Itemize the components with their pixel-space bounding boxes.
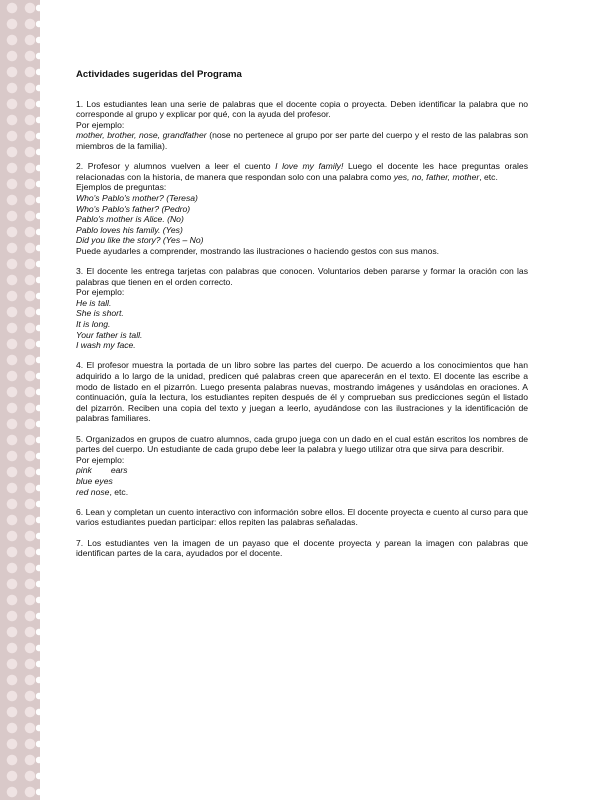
last-example-words: red nose <box>76 486 110 497</box>
story-title: I love my family! <box>275 161 344 172</box>
sentence-example: She is short. <box>76 308 124 319</box>
activity-5-text: 5. Organizados en grupos de cuatro alumnos, cada grupo juega con un dado en el cual están escritos los nombres de partes del cuerpo. Un estudiante de cada grupo debe leer la palabra y luego utilizar otra que sirva para describir. <box>76 433 528 455</box>
activity-6 <box>76 507 528 528</box>
activity-4-text: 4. El profesor muestra la portada de un libro sobre las partes del cuerpo. De acuerdo a los conocimientos que han adquirido a lo largo de la unidad, predicen qué palabras creen que aparecerán en el texto. El docente las escribe a modo de listado en el pizarrón. Luego presenta palabras nuevas, mostrando imágenes y usándolas en oraciones. A continuación, guía la lectura, los estudiantes repiten después de él y comprueban sus predicciones según el listado del pizarrón. Reciben una copia del texto y juegan a leerlo, ayudándose con las ilustraciones y la identificación de palabras familiares. <box>76 360 528 424</box>
activity-2 <box>76 161 528 256</box>
activity-1-example <box>76 130 528 151</box>
activity-3 <box>76 266 528 351</box>
activity-7-text: 7. Los estudiantes ven la imagen de un payaso que el docente proyecta y parean la imagen con palabras que identifican partes de la cara, ayudados por el docente. <box>76 537 528 559</box>
activity-5 <box>76 434 528 498</box>
activity-2-text-c: , etc. <box>479 171 498 182</box>
activity-7 <box>76 538 528 559</box>
activity-2-text <box>76 161 528 182</box>
activity-2-closing: Puede ayudarles a comprender, mostrando las ilustraciones o haciendo gestos con sus manos. <box>76 245 440 256</box>
activity-1-example-words: mother, brother, nose, grandfather <box>76 130 207 141</box>
activity-5-example-label: Por ejemplo: <box>76 454 125 465</box>
activity-2-text-b: Luego el docente les hace preguntas orales relacionadas con la historia, de manera que respondan solo con una palabra como <box>76 161 528 182</box>
activity-1-text: 1. Los estudiantes lean una serie de palabras que el docente copia o proyecta. Deben identificar la palabra que no corresponde al grupo y explicar por qué, con la ayuda del profesor. <box>76 98 528 120</box>
activity-6-text: 6. Lean y completan un cuento interactivo con información sobre ellos. El docente proyecta e cuento al curso para que varios estudiantes puedan participar: ellos repiten las palabras señaladas. <box>76 506 528 528</box>
activity-3-text: 3. El docente les entrega tarjetas con palabras que conocen. Voluntarios deben pararse y formar la oración con las palabras que tienen en el orden correcto. <box>76 266 528 287</box>
question-line: Who's Pablo's mother? (Teresa) <box>76 192 198 203</box>
last-example-suffix: , etc. <box>109 486 129 497</box>
activity-1-example-note: (nose no pertenece al grupo por ser parte del cuerpo y el resto de las palabras son miembros de la familia). <box>76 130 529 151</box>
activity-1-example-label: Por ejemplo: <box>76 119 125 130</box>
sentence-example: I wash my face. <box>76 340 136 351</box>
activity-1 <box>76 99 528 152</box>
document-body <box>76 70 528 568</box>
sentence-example: He is tall. <box>76 297 112 308</box>
description-example: pink ears <box>76 465 128 476</box>
question-line: Did you like the story? (Yes – No) <box>76 235 204 246</box>
description-example: blue eyes <box>76 475 113 486</box>
activity-3-example-label: Por ejemplo: <box>76 287 125 298</box>
question-line: Who's Pablo's father? (Pedro) <box>76 203 191 214</box>
answer-words: yes, no, father, mother <box>393 171 480 182</box>
sentence-example: It is long. <box>76 319 111 330</box>
question-line: Pablo's mother is Alice. (No) <box>76 214 184 225</box>
decorative-sidebar <box>0 0 40 800</box>
page-title: Actividades sugeridas del Programa <box>76 69 242 80</box>
activity-2-questions-label: Ejemplos de preguntas: <box>76 182 167 193</box>
sidebar-scalloped-edge <box>36 0 42 800</box>
activity-4 <box>76 360 528 424</box>
sentence-example: Your father is tall. <box>76 329 143 340</box>
activity-2-text-a: 2. Profesor y alumnos vuelven a leer el cuento <box>76 161 276 172</box>
question-line: Pablo loves his family. (Yes) <box>76 224 183 235</box>
description-example-last <box>76 487 528 498</box>
